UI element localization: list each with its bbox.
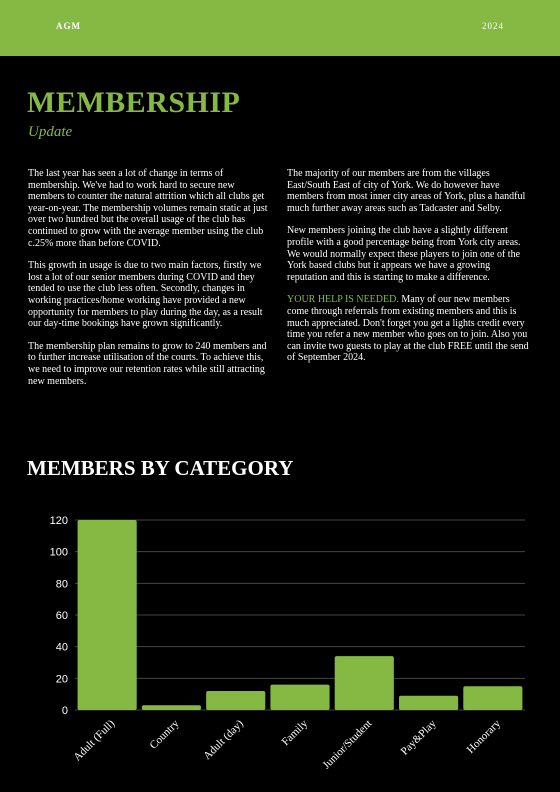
bar: [270, 685, 329, 710]
chart-title: MEMBERS BY CATEGORY: [27, 456, 294, 480]
paragraph: New members joining the club have a slightly different profile with a good percentage being from York city areas. We would normally expect these players to join one of the York based clubs but it appears we have a growing reputation and this is starting to make a difference.: [287, 225, 521, 283]
paragraph: The majority of our members are from the villages East/South East of city of York. We do however have members from most inner city areas of York, plus a handful much further away areas such as Tadcaster and Selby.: [287, 168, 526, 214]
bar: [206, 691, 265, 710]
bar: [463, 686, 522, 710]
x-tick-label: Junior/Student: [320, 717, 375, 772]
page-subtitle: Update: [28, 124, 73, 140]
help-text: Many of our new members come through referrals from existing members and this is much appreciated. Don't forget you get a lights credit every time you refer a new member who goes on to join. Also you can invite two guests to play at the club FREE until the send of September 2024.: [287, 294, 529, 364]
bar-chart: [0, 500, 560, 792]
paragraph: The membership plan remains to grow to 240 members and to further increase utilisation of the courts. To achieve this, we need to improve our retention rates while still attracting new members.: [28, 340, 267, 387]
body-column-right: [287, 168, 532, 375]
help-highlight: YOUR HELP IS NEEDED.: [287, 294, 399, 306]
y-tick-label: 40: [55, 641, 68, 654]
x-tick-label: Pay&Play: [398, 717, 439, 758]
header-bar: [0, 0, 560, 56]
y-tick-label: 120: [49, 515, 68, 527]
y-tick-label: 60: [55, 610, 68, 622]
x-tick-label: Country: [147, 717, 182, 752]
x-tick-label: Adult (Full): [71, 717, 118, 764]
y-tick-label: 100: [49, 546, 68, 559]
bar: [78, 520, 137, 710]
x-tick-label: Adult (day): [201, 717, 246, 763]
bar: [399, 696, 458, 710]
y-tick-label: 0: [61, 705, 68, 717]
paragraph: The last year has seen a lot of change in terms of membership. We've had to work hard to secure new members to counter the natural attrition which all clubs get year-on-year. The membership volumes remain static at just over two hundred but the overall usage of the club has continued to grow with the average member using the club c.25% more than before COVID.: [28, 168, 268, 249]
paragraph: This growth in usage is due to two main factors, firstly we lost a lot of our senior members during COVID and they tended to use the club less often. Secondly, changes in working practices/home working have provided a new opportunity for members to play during the day, as a result our day-time bookings have grown significantly.: [28, 260, 263, 330]
header-left-label: AGM: [56, 21, 81, 31]
page-title: MEMBERSHIP: [27, 86, 241, 119]
paragraph-help: [287, 294, 532, 364]
bar: [142, 705, 201, 710]
header-year: 2024: [482, 21, 504, 31]
y-tick-label: 20: [55, 673, 68, 686]
y-tick-label: 80: [55, 578, 68, 591]
bar: [335, 656, 394, 710]
x-tick-label: Family: [279, 717, 311, 749]
x-tick-label: Honorary: [464, 717, 503, 756]
body-column-left: [28, 168, 273, 398]
